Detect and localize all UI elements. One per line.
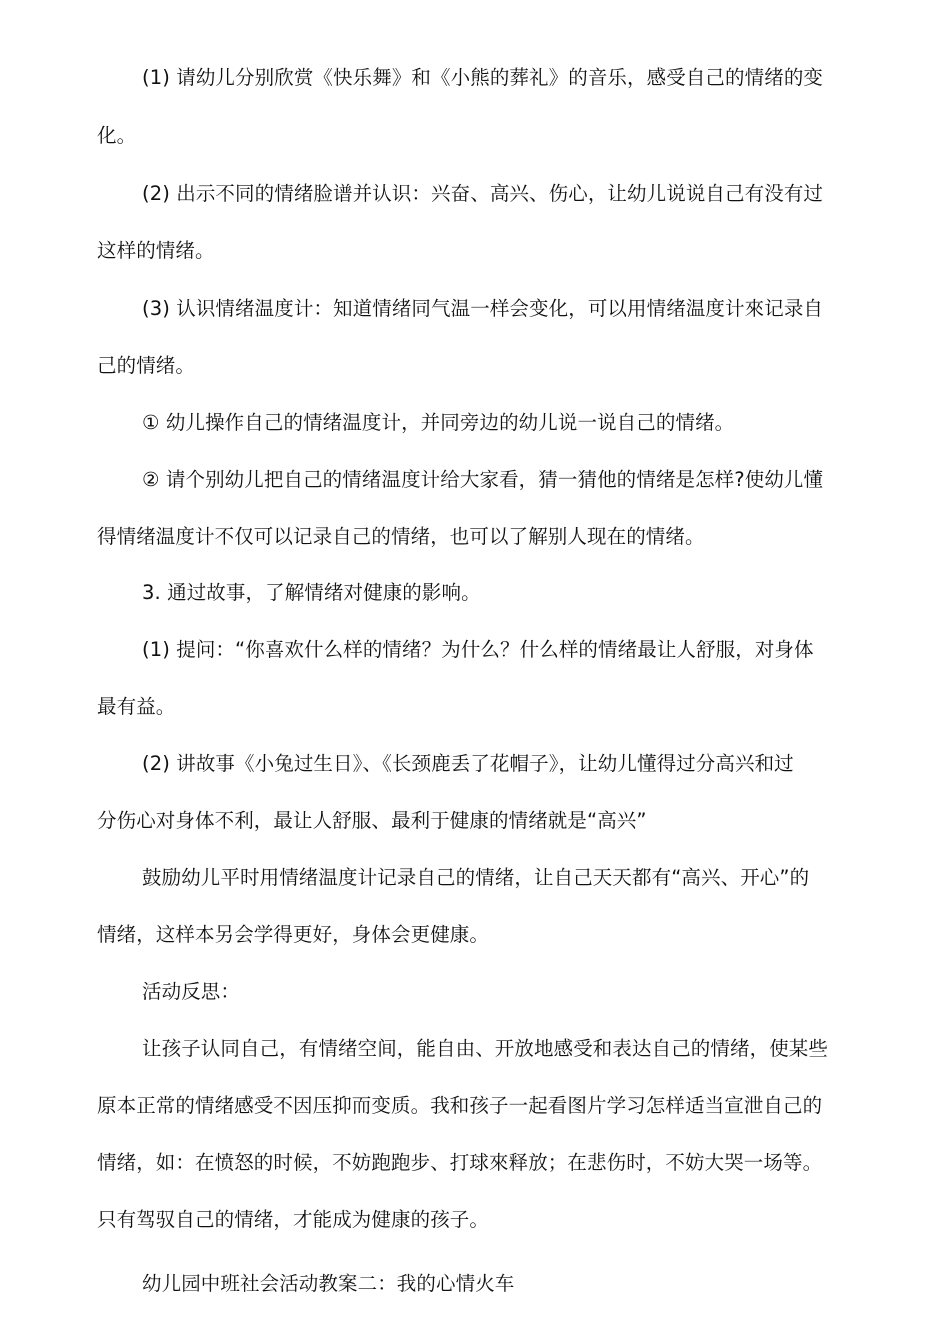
section-heading-3: 3. 通过故事，了解情绪对健康的影响。 (142, 581, 481, 604)
paragraph-5-line-2: 得情绪温度计不仅可以记录自己的情绪，也可以了解别人现在的情绪。 (97, 525, 705, 548)
lesson-two-title: 幼儿园中班社会活动教案二：我的心情火车 (142, 1272, 515, 1295)
paragraph-2-line-1: (2) 出示不同的情绪脸谱并认识：兴奋、高兴、伤心，让幼儿说说自己有没有过 (142, 182, 824, 205)
paragraph-11-line-1: 让孩子认同自己，有情绪空间，能自由、开放地感受和表达自己的情绪，使某些 (142, 1037, 829, 1060)
paragraph-8-line-1: (2) 讲故事《小兔过生日》、《长颈鹿丢了花帽子》，让幼儿懂得过分高兴和过 (142, 752, 794, 775)
paragraph-3-line-2: 己的情绪。 (97, 354, 196, 377)
paragraph-1-line-2: 化。 (97, 124, 137, 147)
reflection-heading: 活动反思： (142, 980, 241, 1003)
paragraph-9-line-1: 鼓励幼儿平时用情绪温度计记录自己的情绪，让自己天天都有“高兴、开心”的 (142, 866, 810, 889)
paragraph-3-line-1: (3) 认识情绪温度计：知道情绪同气温一样会变化，可以用情绪温度计來记录自 (142, 297, 824, 320)
paragraph-11-line-3: 情绪，如：在愤怒的时候，不妨跑跑步、打球來释放；在悲伤时，不妨大哭一场等。 (97, 1151, 823, 1174)
paragraph-7-line-2: 最有益。 (97, 695, 176, 718)
paragraph-9-line-2: 情绪，这样本另会学得更好，身体会更健康。 (97, 923, 490, 946)
paragraph-4-line-1: ① 幼儿操作自己的情绪温度计，并同旁边的幼儿说一说自己的情绪。 (142, 411, 735, 434)
paragraph-11-line-4: 只有驾驭自己的情绪，才能成为健康的孩子。 (97, 1208, 490, 1231)
paragraph-8-line-2: 分伤心对身体不利，最让人舒服、最利于健康的情绪就是“高兴” (97, 809, 647, 832)
paragraph-11-line-2: 原本正常的情绪感受不因压抑而变质。我和孩子一起看图片学习怎样适当宣泄自己的 (97, 1094, 823, 1117)
paragraph-5-line-1: ② 请个别幼儿把自己的情绪温度计给大家看，猜一猜他的情绪是怎样?使幼儿懂 (142, 468, 824, 491)
paragraph-1-line-1: (1) 请幼儿分别欣赏《快乐舞》和《小熊的葬礼》的音乐，感受自己的情绪的变 (142, 66, 824, 89)
paragraph-7-line-1: (1) 提问：“你喜欢什么样的情绪？为什么？什么样的情绪最让人舒服，对身体 (142, 638, 814, 661)
paragraph-2-line-2: 这样的情绪。 (97, 239, 215, 262)
